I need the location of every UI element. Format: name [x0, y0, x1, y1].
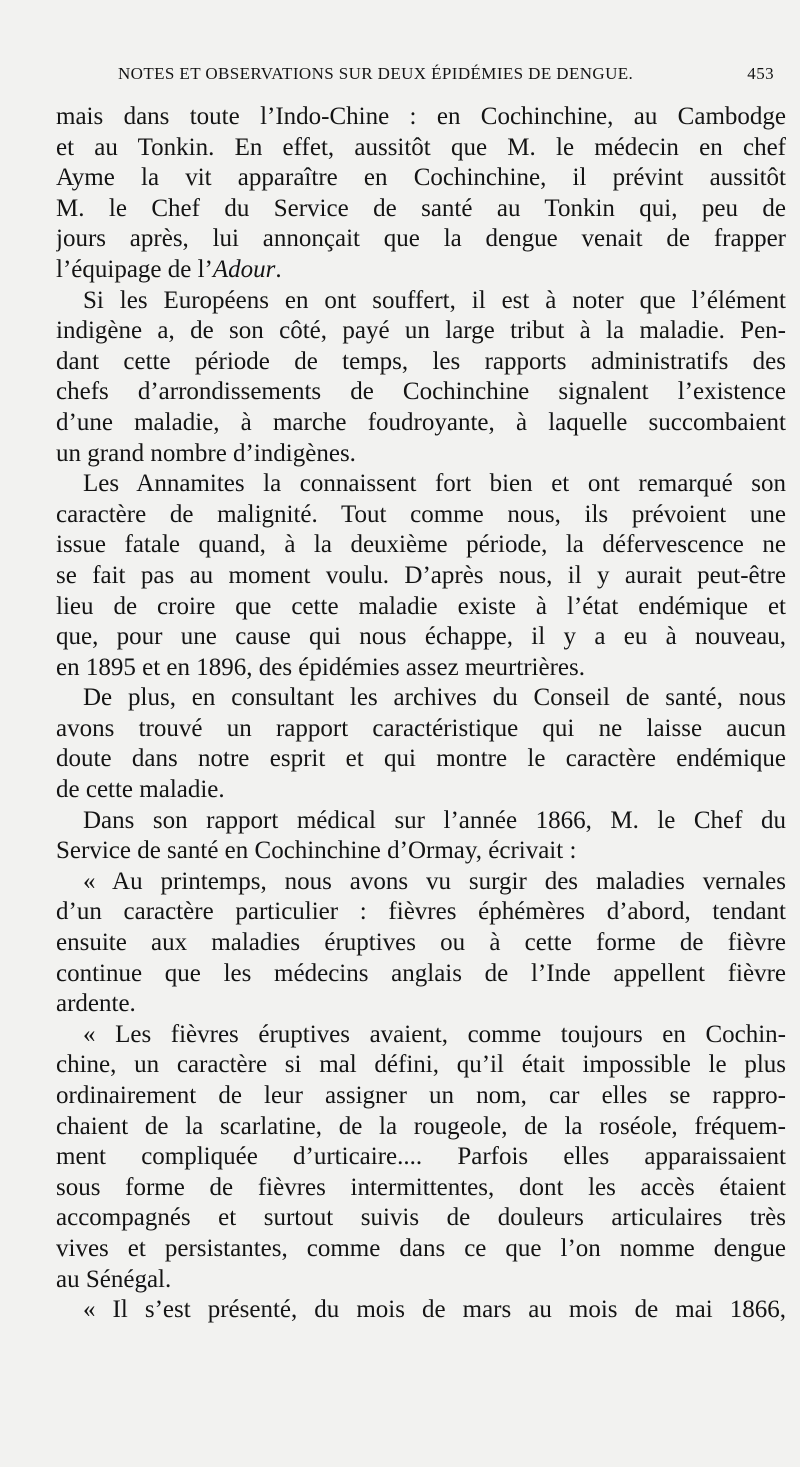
- text-line: ordinairement de leur assigner un nom, car elles se rappro-: [56, 1082, 786, 1109]
- text-line: vives et persistantes, comme dans ce que l’on nomme dengue: [56, 1234, 786, 1262]
- text-line: indigène a, de son côté, payé un large tribut à la maladie. Pen-: [56, 317, 786, 345]
- text-line: Ayme la vit apparaître en Cochinchine, il prévint aussitôt: [56, 164, 786, 192]
- text-line: de cette maladie.: [56, 776, 225, 804]
- running-title: NOTES ET OBSERVATIONS SUR DEUX ÉPIDÉMIES DE DENGUE.: [118, 64, 634, 83]
- text-line: caractère de malignité. Tout comme nous, ils prévoient une: [56, 500, 786, 528]
- page-number: 453: [747, 64, 774, 83]
- text-line: « Il s’est présenté, du mois de mars au mois de mai 1866,: [83, 1296, 786, 1324]
- text-line: en 1895 et en 1896, des épidémies assez meurtrières.: [56, 653, 585, 681]
- text-line: un grand nombre d’indigènes.: [56, 439, 356, 467]
- text-line: mais dans toute l’Indo-Chine : en Cochinchine, au Cambodge: [56, 103, 786, 130]
- text-line: d’une maladie, à marche foudroyante, à laquelle succombaient: [56, 408, 786, 436]
- text-line: que, pour une cause qui nous échappe, il y a eu à nouveau,: [56, 623, 786, 651]
- text-line: Dans son rapport médical sur l’année 1866, M. le Chef du: [83, 806, 786, 834]
- text-line: au Sénégal.: [56, 1265, 172, 1293]
- text-line: chaient de la scarlatine, de la rougeole, de la roséole, fréquem-: [56, 1112, 786, 1140]
- text-line: doute dans notre esprit et qui montre le caractère endémique: [56, 745, 786, 773]
- text-line: ensuite aux maladies éruptives ou à cette forme de fièvre: [56, 929, 786, 957]
- text-line: De plus, en consultant les archives du Conseil de santé, nous: [83, 684, 786, 712]
- text-line: sous forme de fièvres intermittentes, dont les accès étaient: [56, 1173, 786, 1201]
- text-line: « Les fièvres éruptives avaient, comme toujours en Cochin-: [83, 1020, 786, 1048]
- text-line: chefs d’arrondissements de Cochinchine signalent l’existence: [56, 378, 786, 406]
- text-line: et au Tonkin. En effet, aussitôt que M. le médecin en chef: [56, 133, 786, 161]
- text-line: chine, un caractère si mal défini, qu’il était impossible le plus: [56, 1051, 786, 1079]
- running-header: [118, 64, 774, 90]
- text-line: continue que les médecins anglais de l’Inde appellent fièvre: [56, 959, 786, 987]
- text-line: d’un caractère particulier : fièvres éphémères d’abord, tendant: [56, 898, 786, 926]
- text-line: ardente.: [56, 990, 136, 1018]
- text-line: jours après, lui annonçait que la dengue venait de frapper: [56, 225, 786, 253]
- text-line: avons trouvé un rapport caractéristique qui ne laisse aucun: [56, 714, 786, 742]
- text-line: Si les Européens en ont souffert, il est à noter que l’élément: [83, 286, 786, 314]
- text-line: l’équipage de l’Adour.: [56, 255, 282, 283]
- text-line: Service de santé en Cochinchine d’Ormay, écrivait :: [56, 837, 577, 865]
- body-text: [56, 102, 786, 1326]
- text-line: accompagnés et surtout suivis de douleurs articulaires très: [56, 1204, 786, 1232]
- text-line: lieu de croire que cette maladie existe à l’état endémique et: [56, 592, 786, 620]
- text-line: Les Annamites la connaissent fort bien et ont remarqué son: [83, 470, 786, 498]
- text-line: issue fatale quand, à la deuxième période, la défervescence ne: [56, 531, 786, 559]
- text-line: ment compliquée d’urticaire.... Parfois elles apparaissaient: [56, 1143, 786, 1171]
- text-line: « Au printemps, nous avons vu surgir des maladies vernales: [83, 867, 786, 895]
- text-line: se fait pas au moment voulu. D’après nous, il y aurait peut-être: [56, 561, 786, 589]
- text-line: dant cette période de temps, les rapports administratifs des: [56, 347, 786, 375]
- text-line: M. le Chef du Service de santé au Tonkin qui, peu de: [56, 194, 786, 222]
